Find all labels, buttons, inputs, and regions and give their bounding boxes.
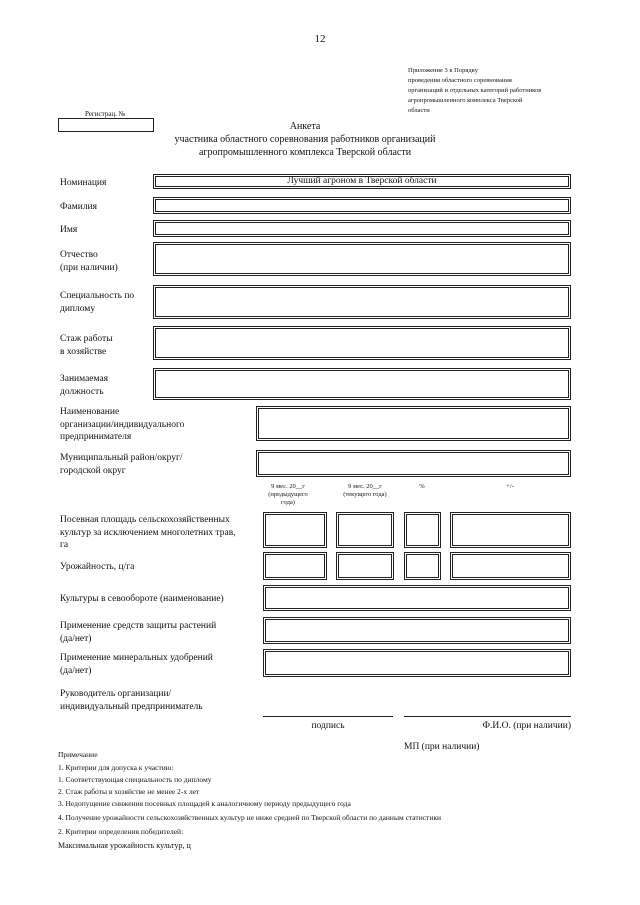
reg-number-field[interactable] (58, 118, 154, 132)
surname-label: Фамилия (60, 202, 98, 212)
organization-label (60, 406, 184, 444)
form-title (150, 120, 460, 159)
title-line: агропромышленного комплекса Тверской области (198, 147, 412, 158)
area-pct-field[interactable] (404, 512, 441, 548)
area-label (60, 514, 236, 552)
yield-label: Урожайность, ц/га (60, 562, 135, 572)
notes-title: Примечание (58, 750, 98, 759)
yield-curr-field[interactable] (336, 552, 394, 580)
patronymic-label-1: Отчество (60, 250, 98, 260)
area-prev-field[interactable] (263, 512, 327, 548)
col-header-pct: % (419, 483, 425, 490)
note-line: 1. Критерии для допуска к участию: (58, 763, 174, 772)
fio-line[interactable] (404, 716, 571, 717)
reg-label: Регистрац. № (85, 110, 126, 118)
position-field[interactable] (153, 368, 571, 400)
appendix-line: организаций и отдельных категорий работников (408, 87, 542, 94)
protection-label-2: (да/нет) (60, 633, 92, 644)
note-line: Максимальная урожайность культур, ц (58, 841, 191, 850)
col-curr-line: 9 мес. 20__г (348, 483, 382, 490)
appendix-line: агропромышленного комплекса Тверской (408, 97, 523, 104)
appendix-line: Приложение 3 к Порядку (408, 67, 478, 74)
yield-prev-field[interactable] (263, 552, 327, 580)
specialty-label (60, 290, 134, 315)
experience-label-1: Стаж работы (60, 334, 113, 344)
protection-label-1: Применение средств защиты растений (60, 621, 217, 631)
appendix-line: проведения областного соревнования (408, 77, 512, 84)
col-header-diff: +/- (506, 483, 514, 490)
nomination-field[interactable] (153, 174, 571, 189)
district-label (60, 452, 182, 477)
col-header-prev (258, 483, 318, 507)
note-line: 2. Критерии определения победителей: (58, 827, 184, 836)
head-label-1: Руководитель организации/ (60, 689, 172, 699)
col-prev-line: года) (281, 499, 295, 506)
district-field[interactable] (256, 450, 571, 477)
note-line: 1. Соответствующая специальность по диплому (58, 775, 212, 784)
district-label-1: Муниципальный район/округ/ (60, 453, 183, 463)
page-number: 12 (314, 33, 326, 45)
organization-field[interactable] (256, 406, 571, 441)
specialty-field[interactable] (153, 285, 571, 319)
col-header-curr (334, 483, 396, 499)
area-diff-field[interactable] (450, 512, 571, 548)
yield-pct-field[interactable] (404, 552, 441, 580)
experience-label-2: в хозяйстве (60, 346, 107, 357)
position-label (60, 373, 108, 398)
nomination-value: Лучший агроном в Тверской области (287, 176, 437, 186)
col-prev-line: (предыдущего (268, 491, 308, 498)
experience-field[interactable] (153, 326, 571, 360)
fertilizers-label (60, 652, 213, 677)
notes-block (58, 750, 618, 851)
organization-label-3: предпринимателя (60, 432, 132, 442)
signature-caption: подпись (311, 721, 345, 731)
note-line: 2. Стаж работы в хозяйстве не менее 2-х лет (58, 787, 200, 796)
area-label-1: Посевная площадь сельскохозяйственных (60, 515, 230, 525)
fertilizers-label-1: Применение минеральных удобрений (60, 653, 213, 663)
protection-label (60, 620, 216, 645)
col-prev-line: 9 мес. 20__г (271, 483, 305, 490)
specialty-label-1: Специальность по (60, 291, 135, 301)
district-label-2: городской округ (60, 465, 126, 476)
protection-field[interactable] (263, 617, 571, 644)
crops-label: Культуры в севообороте (наименование) (60, 594, 224, 604)
patronymic-label-2: (при наличии) (60, 262, 118, 273)
title-line: Анкета (289, 121, 321, 132)
title-line: участника областного соревнования работников организаций (174, 134, 436, 145)
signature-line[interactable] (263, 716, 393, 717)
note-line: 4. Получение урожайности сельскохозяйственных культур не ниже средней по Тверской области по данным статистики (58, 813, 442, 822)
fertilizers-field[interactable] (263, 649, 571, 677)
area-label-3: га (60, 540, 69, 550)
appendix-header (408, 66, 608, 116)
specialty-label-2: диплому (60, 303, 96, 314)
patronymic-field[interactable] (153, 242, 571, 276)
patronymic-label (60, 249, 118, 274)
organization-label-2: организации/индивидуального (60, 419, 185, 430)
area-label-2: культур за исключением многолетних трав, (60, 527, 236, 538)
surname-field[interactable] (153, 197, 571, 214)
position-label-1: Занимаемая (60, 374, 109, 384)
stamp-label: МП (при наличии) (404, 742, 480, 752)
col-curr-line: (текущего года) (343, 491, 387, 498)
area-curr-field[interactable] (336, 512, 394, 548)
name-label: Имя (60, 225, 78, 235)
note-line: 3. Недопущение снижения посевных площадей к аналогичному периоду предыдущего года (58, 799, 351, 808)
name-field[interactable] (153, 220, 571, 237)
position-label-2: должность (60, 386, 104, 397)
head-label (60, 688, 203, 713)
head-label-2: индивидуальный предприниматель (60, 701, 203, 712)
fio-caption: Ф.И.О. (при наличии) (482, 721, 571, 731)
appendix-line: области (408, 107, 430, 114)
fertilizers-label-2: (да/нет) (60, 665, 92, 676)
experience-label (60, 333, 113, 358)
yield-diff-field[interactable] (450, 552, 571, 580)
crops-field[interactable] (263, 585, 571, 611)
organization-label-1: Наименование (60, 407, 120, 417)
nomination-label: Номинация (60, 178, 107, 188)
